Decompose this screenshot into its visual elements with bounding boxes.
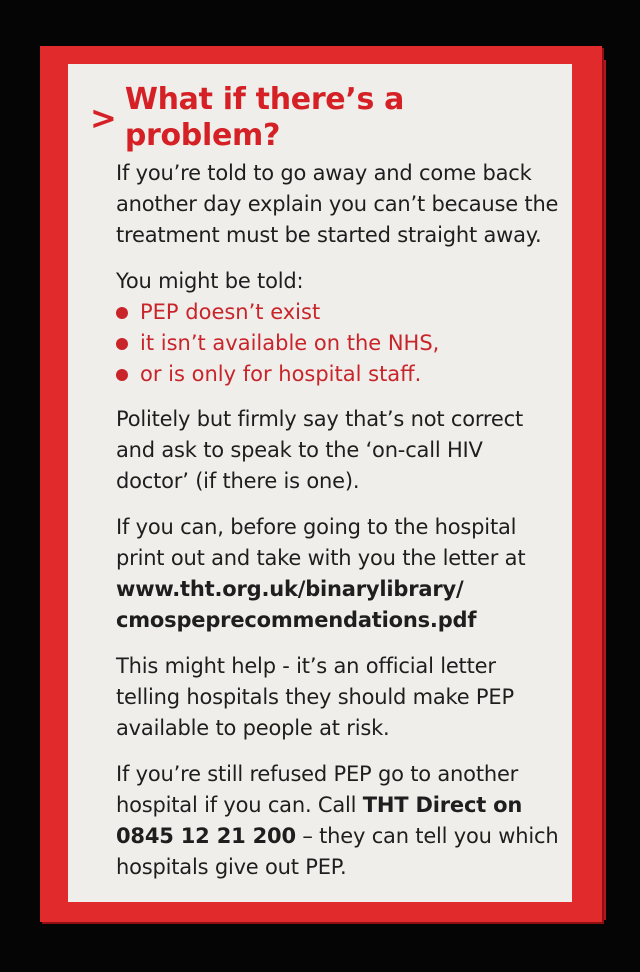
chevron-right-icon: > — [90, 99, 117, 137]
paragraph-told-go-away: If you’re told to go away and come back another day explain you can’t because the treatment must be started straight away. — [116, 161, 559, 247]
paragraph-might-be-told: You might be told: — [116, 269, 304, 293]
letter-url-line1: www.tht.org.uk/binarylibrary/ — [116, 577, 464, 601]
list-item: it isn’t available on the NHS, — [116, 328, 560, 359]
bullet-icon — [116, 338, 128, 350]
paragraph-letter: If you can, before going to the hospital print out and take with you the letter at www.tht.org.uk/binarylibrary/ cmospeprecommendations.pdf — [116, 515, 526, 632]
paragraph-politely: Politely but firmly say that’s not correct and ask to speak to the ‘on-call HIV doctor’ (if there is one). — [116, 407, 524, 493]
body-text-continued — [116, 404, 560, 883]
section-title: What if there’s a problem? — [124, 82, 405, 153]
list-item: PEP doesn’t exist — [116, 297, 560, 328]
leaflet-content — [90, 82, 560, 898]
body-text — [116, 158, 560, 297]
section-heading — [90, 82, 560, 154]
paragraph-still-refused: If you’re still refused PEP go to another hospital if you can. Call THT Direct on 0845 12 21 200 – they can tell you which hospitals give out PEP. — [116, 762, 559, 879]
list-item: or is only for hospital staff. — [116, 359, 560, 390]
paragraph-might-help: This might help - it’s an official letter telling hospitals they should make PEP available to people at risk. — [116, 654, 514, 740]
tht-direct-phone: THT Direct on 0845 12 21 200 — [116, 793, 523, 848]
bullet-icon — [116, 307, 128, 319]
bullet-list — [116, 297, 560, 390]
letter-url-line2: cmospeprecommendations.pdf — [116, 608, 477, 632]
bullet-icon — [116, 369, 128, 381]
